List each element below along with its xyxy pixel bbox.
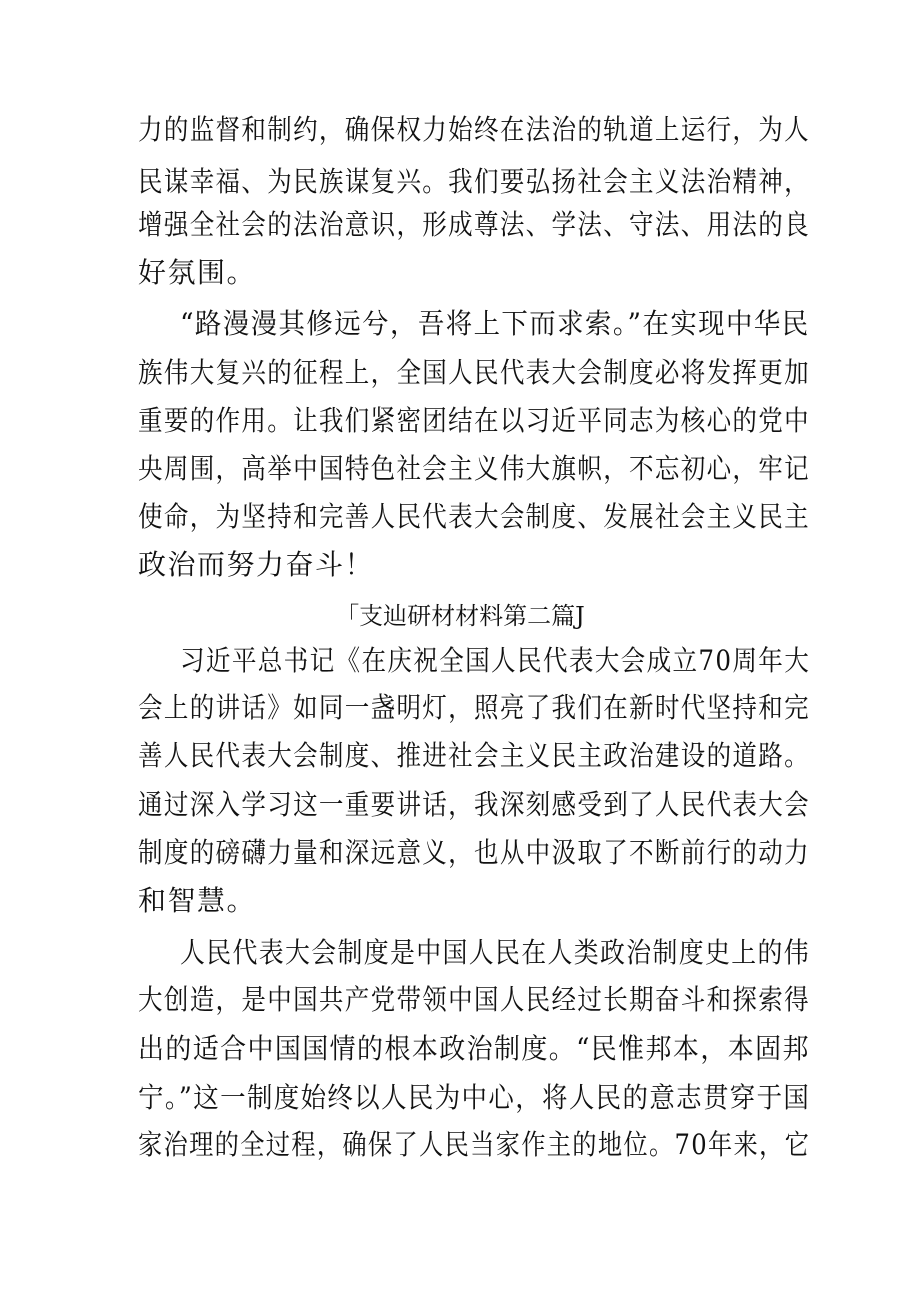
paragraph-2-line-1: “路漫漫其修远兮，吾将上下而求索。”在实现中华民 xyxy=(180,307,810,340)
paragraph-2-line-6: 政治而努力奋斗！ xyxy=(138,548,375,581)
paragraph-3-line-5: 制度的磅礴力量和深远意义，也从中汲取了不断前行的动力 xyxy=(138,836,810,869)
paragraph-1-line-4: 好氛围。 xyxy=(138,256,257,289)
paragraph-2-line-3: 重要的作用。让我们紧密团结在以习近平同志为核心的党中 xyxy=(138,404,810,437)
paragraph-3-line-4: 通过深入学习这一重要讲话，我深刻感受到了人民代表大会 xyxy=(138,788,810,821)
paragraph-3-line-1: 习近平总书记《在庆祝全国人民代表大会成立70周年大 xyxy=(180,644,811,677)
paragraph-4-line-2: 大创造，是中国共产党带领中国人民经过长期奋斗和探索得 xyxy=(138,983,810,1016)
paragraph-1-line-1: 力的监督和制约，确保权力始终在法治的轨道上运行，为人 xyxy=(138,113,810,146)
paragraph-1-line-2: 民谋幸福、为民族谋复兴。我们要弘扬社会主义法治精神， xyxy=(138,165,810,198)
paragraph-3-line-6: 和智慧。 xyxy=(138,884,257,917)
paragraph-4-line-3: 出的适合中国国情的根本政治制度。“民惟邦本，本固邦 xyxy=(138,1032,810,1065)
paragraph-4-line-1: 人民代表大会制度是中国人民在人类政治制度史上的伟 xyxy=(180,936,810,969)
paragraph-2-line-4: 央周围，高举中国特色社会主义伟大旗帜，不忘初心，牢记 xyxy=(138,452,810,485)
paragraph-2-line-2: 族伟大复兴的征程上，全国人民代表大会制度必将发挥更加 xyxy=(138,356,810,389)
paragraph-2-line-5: 使命，为坚持和完善人民代表大会制度、发展社会主义民主 xyxy=(138,500,810,533)
section-heading: 「支辿研材材料第二篇J xyxy=(335,602,585,630)
paragraph-1-line-3: 增强全社会的法治意识，形成尊法、学法、守法、用法的良 xyxy=(138,208,810,241)
paragraph-4-line-4: 宁。”这一制度始终以人民为中心，将人民的意志贯穿于国 xyxy=(138,1081,811,1114)
paragraph-3-line-3: 善人民代表大会制度、推进社会主义民主政治建设的道路。 xyxy=(138,739,810,772)
paragraph-3-line-2: 会上的讲话》如同一盏明灯，照亮了我们在新时代坚持和完 xyxy=(138,691,810,724)
paragraph-4-line-5: 家治理的全过程，确保了人民当家作主的地位。70年来，它 xyxy=(138,1128,811,1161)
